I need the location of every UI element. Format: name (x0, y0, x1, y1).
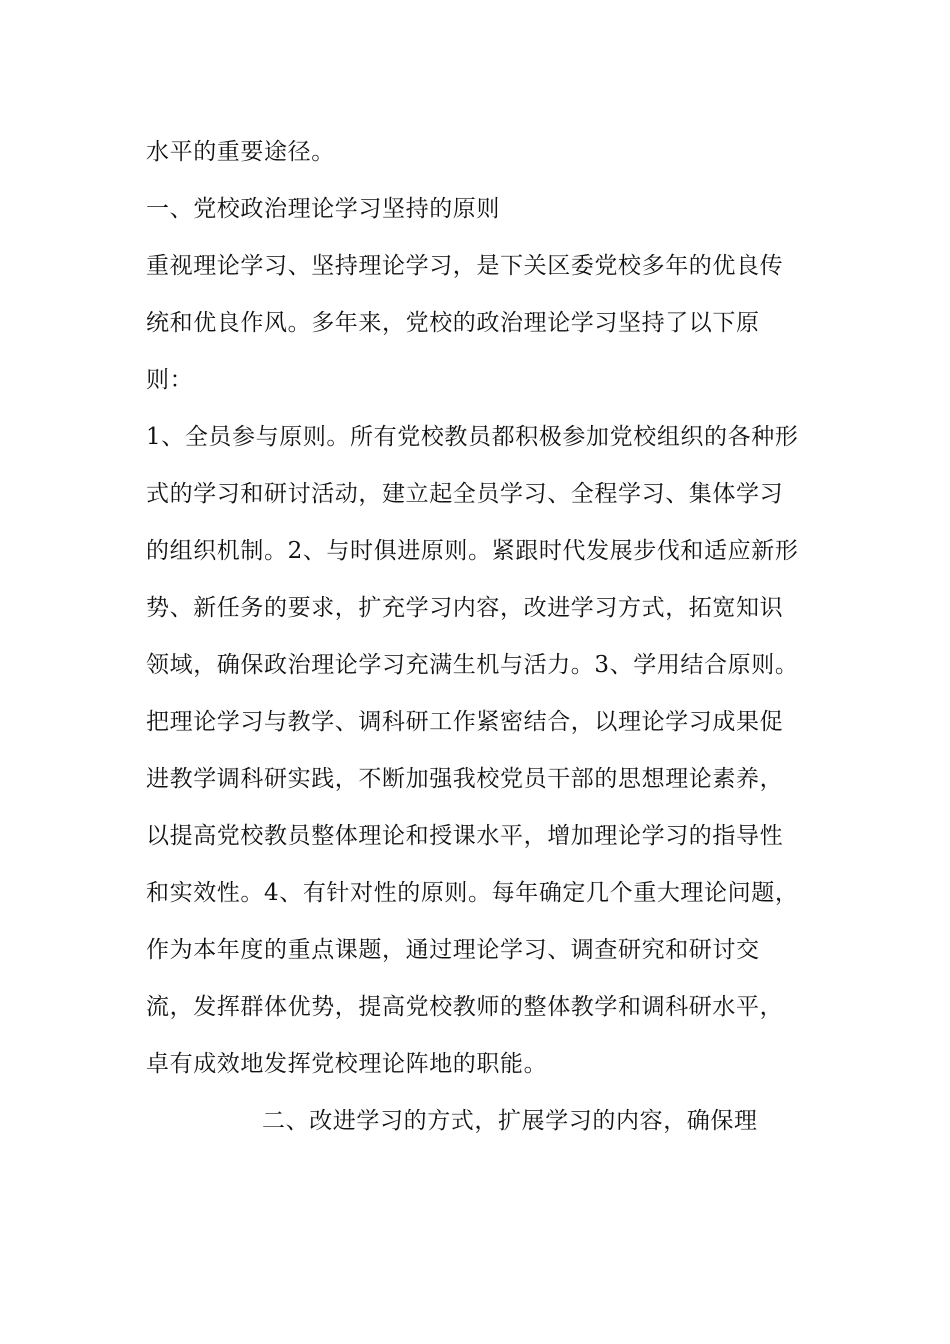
paragraph-principles: 1、全员参与原则。所有党校教员都积极参加党校组织的各种形式的学习和研讨活动，建立起全员学习、全程学习、集体学习的组织机制。2、与时俱进原则。紧跟时代发展步伐和适应新形势、新任务的要求，扩充学习内容，改进学习方式，拓宽知识领域，确保政治理论学习充满生机与活力。3、学用结合原则。把理论学习与教学、调科研工作紧密结合，以理论学习成果促进教学调科研实践，不断加强我校党员干部的思想理论素养，以提高党校教员整体理论和授课水平，增加理论学习的指导性和实效性。4、有针对性的原则。每年确定几个重大理论问题，作为本年度的重点课题，通过理论学习、调查研究和研讨交流，发挥群体优势，提高党校教师的整体教学和调科研水平，卓有成效地发挥党校理论阵地的职能。 (146, 424, 799, 1077)
section-heading-2: 二、改进学习的方式，扩展学习的内容，确保理 (262, 1108, 758, 1134)
paragraph-intro: 重视理论学习、坚持理论学习，是下关区委党校多年的优良传统和优良作风。多年来，党校的政治理论学习坚持了以下原则： (146, 253, 784, 393)
section-heading-1: 一、党校政治理论学习坚持的原则 (146, 196, 500, 222)
paragraph-continuation: 水平的重要途径。 (146, 139, 335, 165)
document-body (146, 124, 806, 1150)
